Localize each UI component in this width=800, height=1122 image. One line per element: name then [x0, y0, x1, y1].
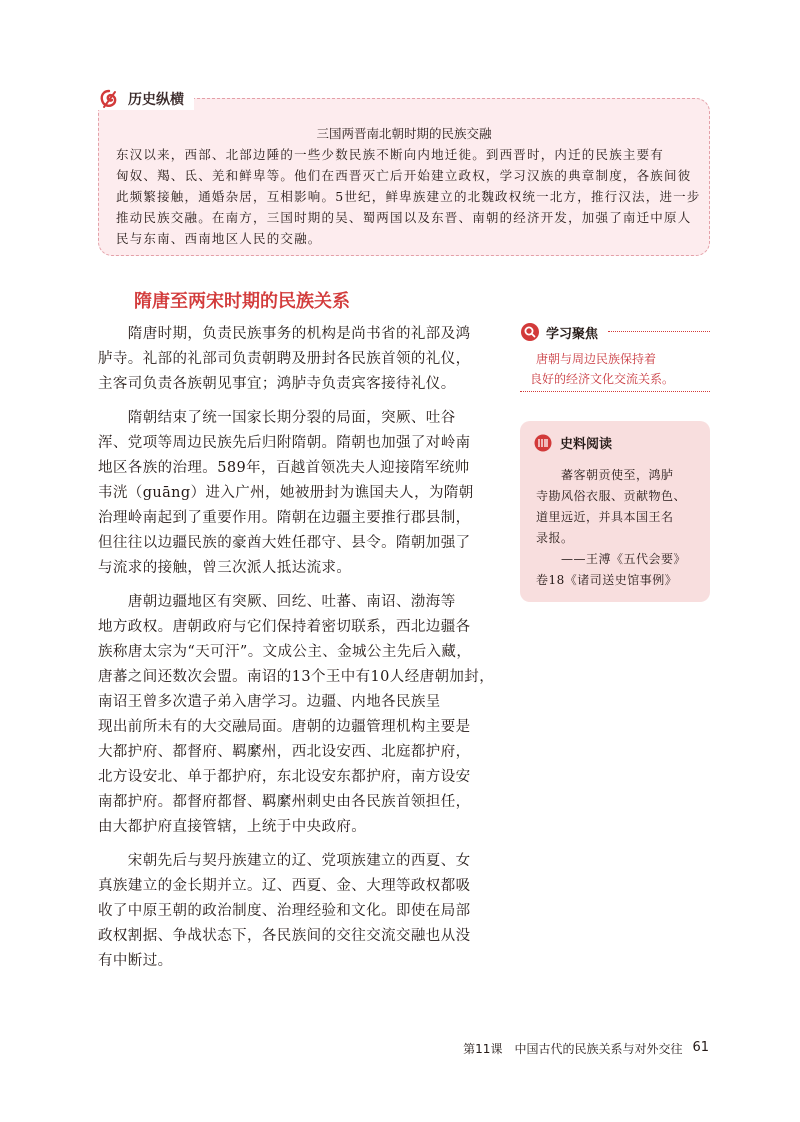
body-line: 真族建立的金长期并立。辽、西夏、金、大理等政权都吸 [98, 878, 471, 894]
source-line: 录报。 [536, 531, 574, 545]
source-line: 蕃客朝贡使至，鸿胪 [536, 468, 674, 482]
body-line: 北方设安北、单于都护府，东北设安东都护府，南方设安 [98, 769, 471, 785]
history-box-header [98, 88, 194, 110]
history-box-line: 东汉以来，西部、北部边陲的一些少数民族不断向内地迁徙。到西晋时，内迁的民族主要有 [116, 147, 665, 162]
focus-divider [608, 331, 710, 332]
body-line: 南都护府。都督府都督、羁縻州刺史由各民族首领担任， [98, 794, 471, 810]
source-line: 卷18《诸司送史馆事例》 [536, 573, 678, 587]
body-line: 地方政权。唐朝政府与它们保持着密切联系，西北边疆各 [98, 619, 471, 635]
source-line: 道里远近，并具本国王名 [536, 510, 674, 524]
source-line: ——王溥《五代会要》 [536, 552, 687, 566]
history-box-title: 三国两晋南北朝时期的民族交融 [316, 126, 492, 141]
history-box-line: 推动民族交融。在南方，三国时期的吴、蜀两国以及东晋、南朝的经济开发，加强了南迁中原人 [116, 210, 692, 225]
source-line: 寺勘风俗衣服、贡献物色、 [536, 489, 687, 503]
focus-line: 唐朝与周边民族保持着 [536, 352, 657, 366]
body-line: 胪寺。礼部的礼部司负责朝聘及册封各民族首领的礼仪， [98, 351, 471, 367]
source-header [534, 433, 612, 452]
body-line: 主客司负责各族朝见事宜；鸿胪寺负责宾客接待礼仪。 [98, 376, 456, 392]
history-box-line: 匈奴、羯、氐、羌和鲜卑等。他们在西晋灭亡后开始建立政权，学习汉族的典章制度，各族间彼 [116, 168, 692, 183]
body-line: 浑、党项等周边民族先后归附隋朝。隋朝也加强了对岭南 [98, 435, 471, 451]
lesson-title: 第11课 中国古代的民族关系与对外交往 [463, 1042, 683, 1056]
body-line: 但往往以边疆民族的豪酋大姓任郡守、县令。隋朝加强了 [98, 535, 471, 551]
history-box-line: 此频繁接触，通婚杂居，互相影响。5世纪，鲜卑族建立的北魏政权统一北方，推行汉法，进一步 [116, 189, 701, 204]
history-box-label: 历史纵横 [128, 92, 184, 108]
page-footer [463, 1040, 709, 1057]
body-line: 族称唐太宗为“天可汗”。文成公主、金城公主先后入藏， [98, 644, 472, 660]
body-line: 由大都护府直接管辖，上统于中央政府。 [98, 819, 367, 835]
body-line: 唐蕃之间还数次会盟。南诏的13个王中有10人经唐朝加封， [98, 669, 495, 685]
magnifier-icon [520, 322, 540, 342]
book-badge-icon [534, 434, 552, 452]
history-box-line: 民与东南、西南地区人民的交融。 [116, 231, 322, 246]
body-line: 南诏王曾多次遣子弟入唐学习。边疆、内地各民族呈 [98, 694, 441, 710]
page-number: 61 [692, 1040, 709, 1055]
source-label: 史料阅读 [560, 437, 613, 452]
body-line: 隋唐时期，负责民族事务的机构是尚书省的礼部及鸿 [98, 326, 471, 342]
body-line: 治理岭南起到了重要作用。隋朝在边疆主要推行郡县制， [98, 510, 471, 526]
body-line: 大都护府、都督府、羁縻州，西北设安西、北庭都护府， [98, 744, 471, 760]
focus-label: 学习聚焦 [546, 326, 599, 342]
focus-line: 良好的经济文化交流关系。 [530, 372, 675, 386]
body-line: 收了中原王朝的政治制度、治理经验和文化。即使在局部 [98, 903, 471, 919]
body-line: 有中断过。 [98, 953, 173, 969]
focus-header [520, 322, 598, 342]
body-line: 与流求的接触，曾三次派人抵达流求。 [98, 560, 352, 576]
focus-divider [520, 391, 710, 392]
body-line: 韦洸（guāng）进入广州，她被册封为谯国夫人，为隋朝 [98, 485, 474, 501]
body-line: 地区各族的治理。589年，百越首领冼夫人迎接隋军统帅 [98, 460, 470, 476]
body-line: 现出前所未有的大交融局面。唐朝的边疆管理机构主要是 [98, 719, 471, 735]
body-line: 宋朝先后与契丹族建立的辽、党项族建立的西夏、女 [98, 853, 471, 869]
section-title: 隋唐至两宋时期的民族关系 [134, 291, 350, 312]
body-line: 唐朝边疆地区有突厥、回纥、吐蕃、南诏、渤海等 [98, 594, 456, 610]
body-line: 隋朝结束了统一国家长期分裂的局面，突厥、吐谷 [98, 410, 456, 426]
history-swirl-icon [98, 88, 120, 110]
body-line: 政权割据、争战状态下，各民族间的交往交流交融也从没 [98, 928, 471, 944]
